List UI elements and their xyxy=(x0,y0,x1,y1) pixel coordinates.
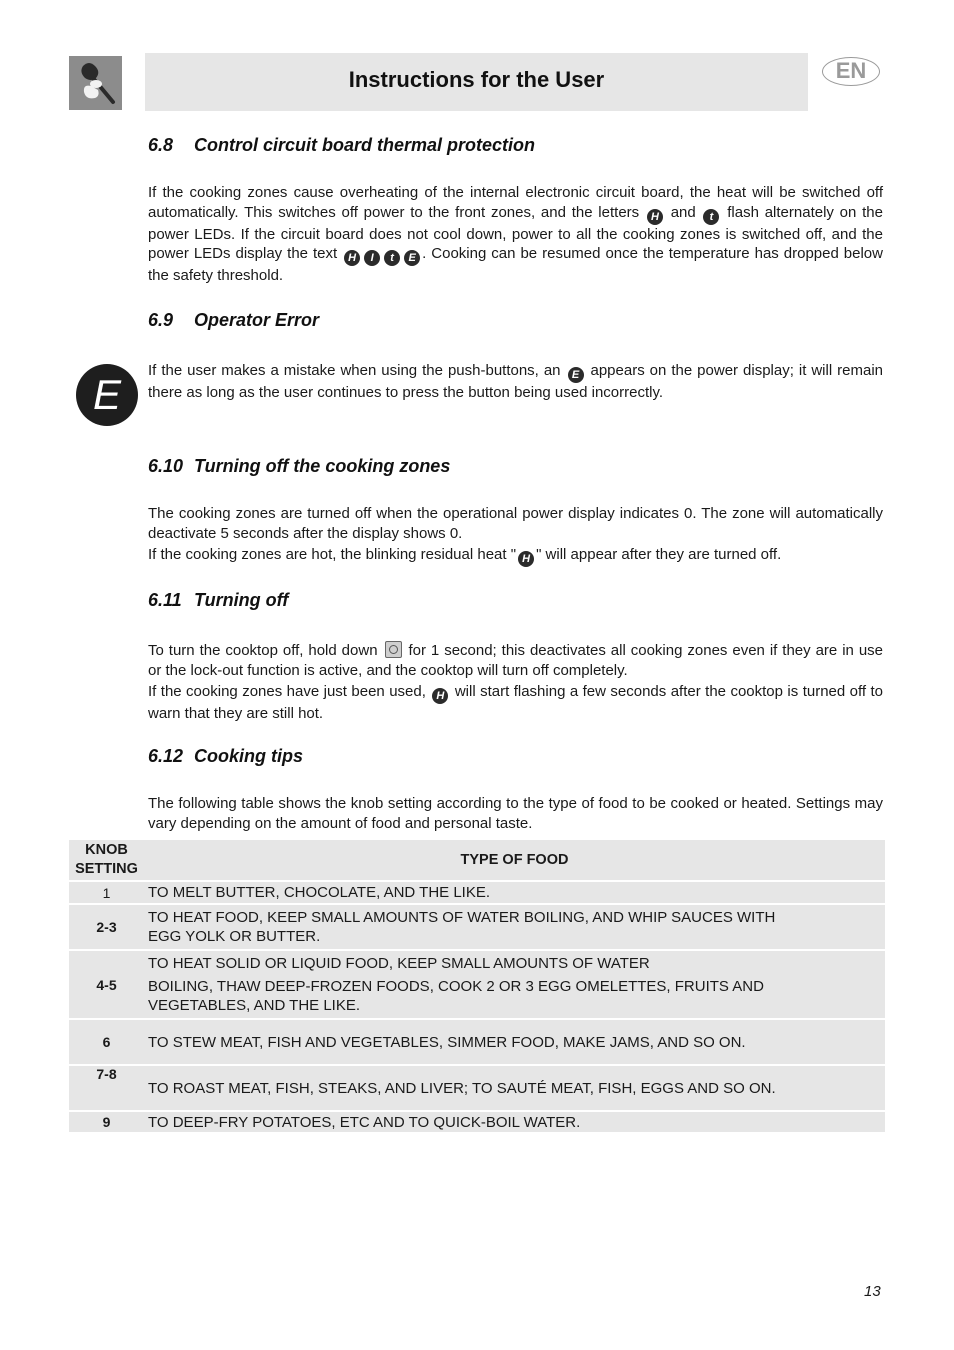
knob-value: 1 xyxy=(69,882,144,903)
section-6-10-paragraph-1: The cooking zones are turned off when the operational power display indicates 0. The zone will automatically deactivate 5 seconds after the display shows 0. xyxy=(148,505,883,542)
table-row xyxy=(69,1112,885,1132)
section-6-9-paragraph xyxy=(148,361,883,403)
section-6-8-paragraph xyxy=(148,183,883,286)
h-letter-icon: H xyxy=(647,209,663,225)
power-button-icon xyxy=(385,641,402,658)
text-segment: If the cooking zones are hot, the blinking residual heat " xyxy=(148,546,517,563)
table-row xyxy=(69,905,885,949)
knob-value: 7-8 xyxy=(69,1066,144,1110)
section-number: 6.12 xyxy=(148,746,184,766)
section-6-11-paragraph-2 xyxy=(148,682,883,724)
food-text: TO HEAT FOOD, KEEP SMALL AMOUNTS OF WATER BOILING, AND WHIP SAUCES WITH EGG YOLK OR BUTTER. xyxy=(148,909,776,945)
text-segment: appears on the power display; it will remain there as long as the user continues to press the button being used incorrectly. xyxy=(148,362,883,401)
header-line: SETTING xyxy=(75,861,138,877)
food-text: TO HEAT SOLID OR LIQUID FOOD, KEEP SMALL AMOUNTS OF WATER xyxy=(148,955,650,972)
text-segment: To turn the cooktop off, hold down xyxy=(148,642,378,659)
section-6-12-heading xyxy=(148,746,303,767)
section-6-10-heading xyxy=(148,456,450,477)
chef-spoon-icon xyxy=(69,56,122,110)
table-row xyxy=(69,882,885,903)
header-line: KNOB xyxy=(85,842,128,858)
knob-value: 6 xyxy=(69,1020,144,1064)
section-6-8-heading xyxy=(148,135,535,156)
food-text: TO STEW MEAT, FISH AND VEGETABLES, SIMMER FOOD, MAKE JAMS, AND SO ON. xyxy=(148,1033,746,1051)
h-letter-icon: H xyxy=(344,250,360,266)
i-letter-icon: I xyxy=(364,250,380,266)
h-letter-icon: H xyxy=(518,551,534,567)
header-bar xyxy=(145,53,808,111)
text-segment: If the cooking zones cause overheating of the internal electronic circuit board, the heat will be switched off automatically. This switches off power to the front zones, and the letters xyxy=(148,184,883,221)
section-6-11-paragraph-1 xyxy=(148,641,883,680)
page-number: 13 xyxy=(864,1283,881,1300)
error-e-icon: E xyxy=(76,364,138,426)
section-6-9-heading xyxy=(148,310,319,331)
knob-setting-header xyxy=(69,840,144,880)
text-segment: and xyxy=(670,203,696,221)
page-title: Instructions for the User xyxy=(348,67,605,92)
food-text: BOILING, THAW DEEP-FROZEN FOODS, COOK 2 OR 3 EGG OMELETTES, FRUITS AND VEGETABLES, AND THE LIKE. xyxy=(148,978,764,1014)
food-text: TO MELT BUTTER, CHOCOLATE, AND THE LIKE. xyxy=(148,884,491,901)
text-segment: will start flashing a few seconds after the cooktop is turned off to warn that they are still hot. xyxy=(148,683,884,722)
section-title: Control circuit board thermal protection xyxy=(194,135,536,155)
knob-value: 9 xyxy=(69,1112,144,1132)
text-segment: . Cooking can be resumed once the temperature has dropped below the safety threshold. xyxy=(148,245,883,284)
t-letter-icon: t xyxy=(384,250,400,266)
section-title: Turning off xyxy=(194,590,289,610)
table-row xyxy=(69,1066,885,1110)
h-letter-icon: H xyxy=(432,688,448,704)
food-type xyxy=(144,905,885,949)
language-badge: EN xyxy=(822,57,880,86)
section-number: 6.9 xyxy=(148,310,174,330)
table-row xyxy=(69,951,885,1018)
food-type xyxy=(144,1066,885,1110)
section-number: 6.10 xyxy=(148,456,184,476)
food-text: TO DEEP-FRY POTATOES, ETC AND TO QUICK-BOIL WATER. xyxy=(148,1113,581,1131)
food-text: TO ROAST MEAT, FISH, STEAKS, AND LIVER; TO SAUTÉ MEAT, FISH, EGGS AND SO ON. xyxy=(148,1079,776,1097)
type-of-food-header: TYPE OF FOOD xyxy=(144,840,885,880)
e-letter-icon: E xyxy=(568,367,584,383)
section-title: Operator Error xyxy=(194,310,320,330)
section-number: 6.11 xyxy=(148,590,182,610)
knob-value: 2-3 xyxy=(69,905,144,949)
brand-logo xyxy=(69,56,122,110)
text-segment: flash alternately on the power LEDs. If the circuit board does not cool down, power to all the cooking zones is switched off, and the power LEDs display the text xyxy=(148,203,883,262)
food-type xyxy=(144,1112,885,1132)
section-6-12-paragraph: The following table shows the knob setting according to the type of food to be cooked or heated. Settings may vary depending on the amount of food and personal taste. xyxy=(148,795,883,832)
knob-value: 4-5 xyxy=(69,951,144,1018)
section-number: 6.8 xyxy=(148,135,174,155)
table-row xyxy=(69,1020,885,1064)
food-type xyxy=(144,882,885,903)
text-segment: If the cooking zones have just been used, xyxy=(148,683,426,700)
t-letter-icon: t xyxy=(703,209,719,225)
table-header-row xyxy=(69,840,885,880)
text-segment: If the user makes a mistake when using the push-buttons, an xyxy=(148,362,561,379)
section-6-11-heading xyxy=(148,590,288,611)
food-type xyxy=(144,951,885,1018)
e-letter-icon: E xyxy=(404,250,420,266)
section-6-10-paragraph-2 xyxy=(148,545,883,567)
section-title: Turning off the cooking zones xyxy=(194,456,451,476)
section-title: Cooking tips xyxy=(194,746,303,766)
cooking-tips-table xyxy=(69,838,885,1134)
text-segment: for 1 second; this deactivates all cooking zones even if they are in use or the lock-out function is active, and the cooktop will turn off completely. xyxy=(148,642,883,679)
text-segment: " will appear after they are turned off. xyxy=(536,546,782,563)
food-type xyxy=(144,1020,885,1064)
